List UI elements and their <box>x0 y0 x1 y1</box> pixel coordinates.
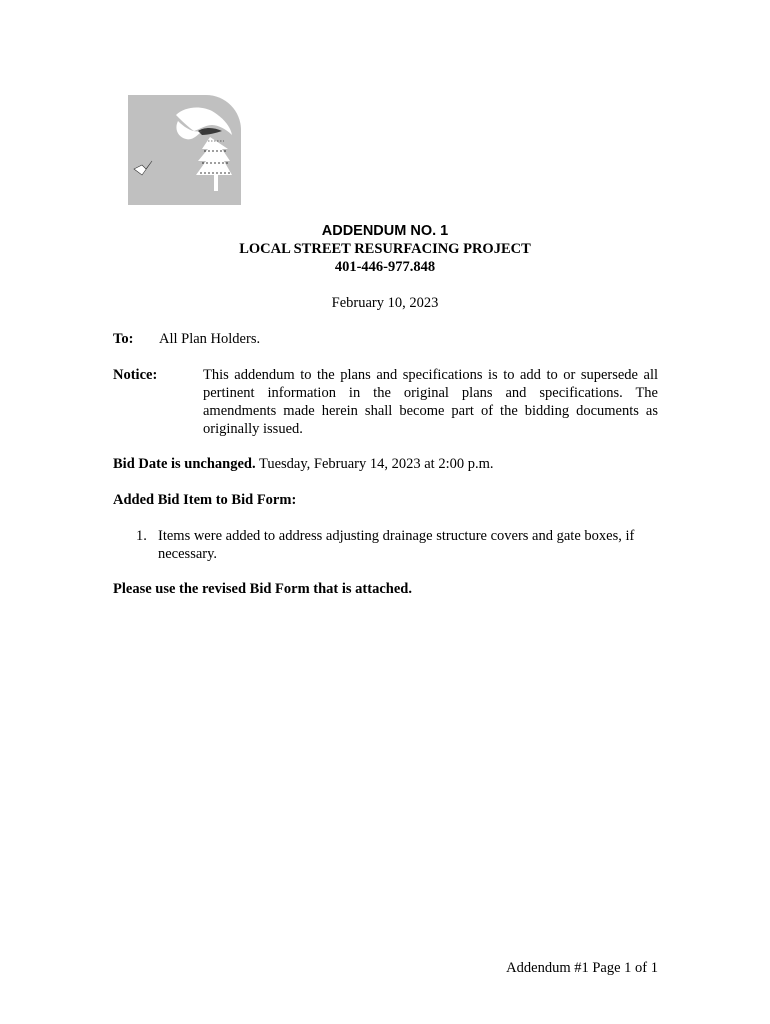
list-item-number: 1. <box>136 528 147 544</box>
bid-date-line <box>113 455 494 473</box>
page-footer: Addendum #1 Page 1 of 1 <box>506 960 658 976</box>
to-label: To: <box>113 331 134 347</box>
project-title: LOCAL STREET RESURFACING PROJECT <box>239 241 531 257</box>
added-bid-heading: Added Bid Item to Bid Form: <box>113 492 297 508</box>
to-text: All Plan Holders. <box>159 331 261 347</box>
bid-date-text: Tuesday, February 14, 2023 at 2:00 p.m. <box>255 456 494 472</box>
city-seal-tree-icon <box>128 95 241 205</box>
revised-form-note: Please use the revised Bid Form that is attached. <box>113 581 412 597</box>
project-number: 401-446-977.848 <box>334 259 436 275</box>
addendum-date: February 10, 2023 <box>331 295 439 311</box>
bid-date-label: Bid Date is unchanged. <box>113 456 256 472</box>
notice-label: Notice: <box>113 367 158 383</box>
addendum-title: ADDENDUM NO. 1 <box>321 223 449 239</box>
notice-text: This addendum to the plans and specifications is to add to or supersede all pertinent information in the original plans and specifications. The amendments made herein shall become part of the bidding documents as originally issued. <box>203 367 658 437</box>
list-item-text: Items were added to address adjusting drainage structure covers and gate boxes, if necessary. <box>158 528 635 562</box>
